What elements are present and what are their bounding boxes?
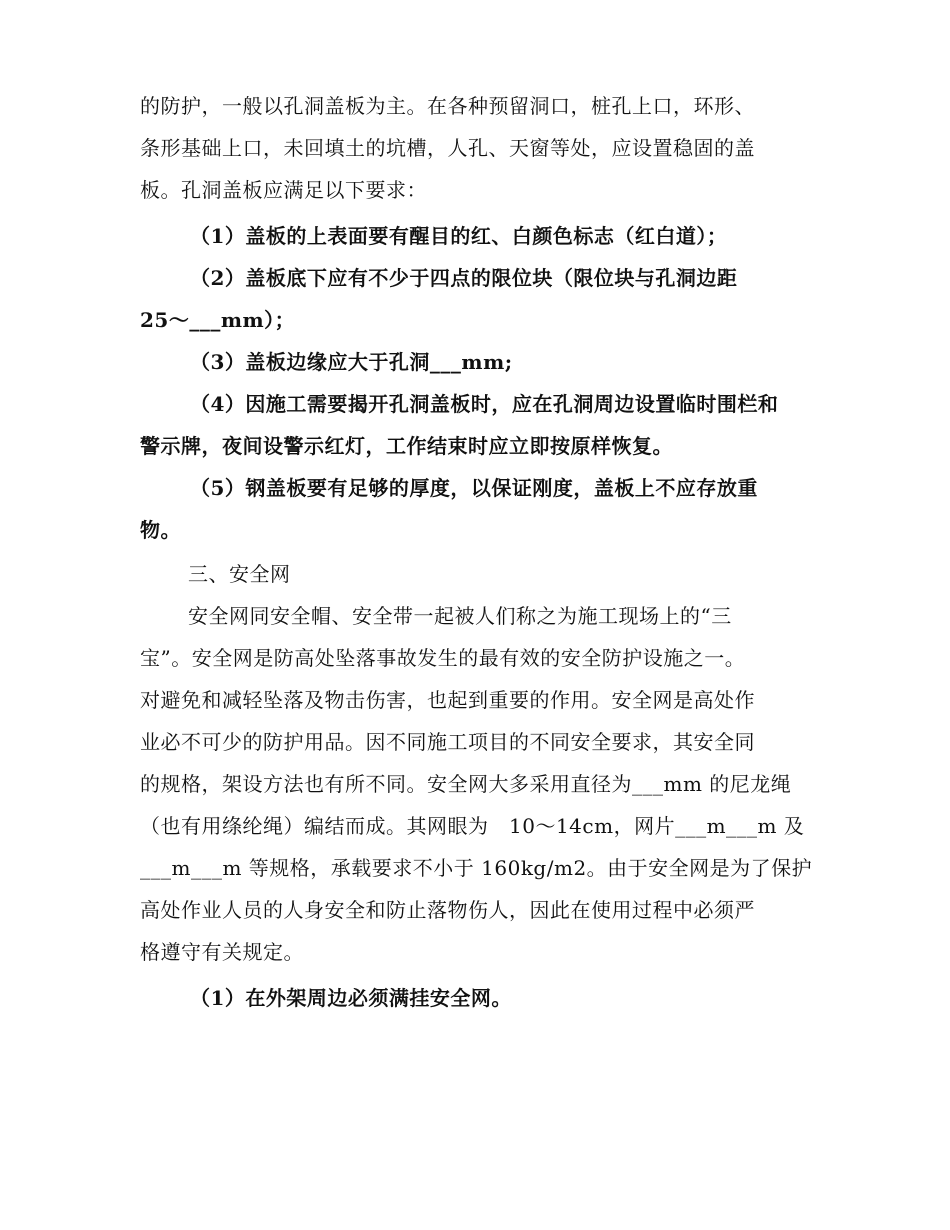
- body-text-line: 格遵守有关规定。: [140, 940, 304, 964]
- body-text-line: （也有用绦纶绳）编结而成。其网眼为 10～14cm，网片___m___m 及: [140, 814, 805, 838]
- body-text-line: 的规格，架设方法也有所不同。安全网大多采用直径为___mm 的尼龙绳: [140, 772, 792, 796]
- list-item-text: （1）在外架周边必须满挂安全网。: [190, 986, 512, 1010]
- body-text-line: 条形基础上口，未回填土的坑槽，人孔、天窗等处，应设置稳固的盖: [140, 136, 755, 160]
- body-text-line: 高处作业人员的人身安全和防止落物伤人，因此在使用过程中必须严: [140, 898, 755, 922]
- list-item-text: 物。: [140, 518, 181, 542]
- section-heading: 三、安全网: [188, 562, 291, 586]
- body-text-line: 的防护，一般以孔洞盖板为主。在各种预留洞口，桩孔上口，环形、: [140, 94, 755, 118]
- body-text-line: 板。孔洞盖板应满足以下要求：: [140, 178, 427, 202]
- list-item-text: 25～___mm）；: [140, 308, 296, 332]
- list-item-text: 警示牌，夜间设警示红灯，工作结束时应立即按原样恢复。: [140, 434, 673, 458]
- body-text-line: 安全网同安全帽、安全带一起被人们称之为施工现场上的“三: [188, 604, 732, 628]
- list-item-text: （3）盖板边缘应大于孔洞___mm;: [190, 350, 513, 374]
- body-text-line: 对避免和减轻坠落及物击伤害，也起到重要的作用。安全网是高处作: [140, 688, 755, 712]
- body-text-line: ___m___m 等规格，承载要求不小于 160kg/m2。由于安全网是为了保护: [140, 856, 813, 880]
- body-text-line: 业必不可少的防护用品。因不同施工项目的不同安全要求，其安全同: [140, 730, 755, 754]
- list-item-text: （1）盖板的上表面要有醒目的红、白颜色标志（红白道）；: [190, 224, 728, 248]
- list-item-text: （2）盖板底下应有不少于四点的限位块（限位块与孔洞边距: [190, 266, 738, 290]
- list-item-text: （5）钢盖板要有足够的厚度，以保证刚度，盖板上不应存放重: [190, 476, 758, 500]
- body-text-line: 宝”。安全网是防高处坠落事故发生的最有效的安全防护设施之一。: [140, 646, 746, 670]
- list-item-text: （4）因施工需要揭开孔洞盖板时，应在孔洞周边设置临时围栏和: [190, 392, 779, 416]
